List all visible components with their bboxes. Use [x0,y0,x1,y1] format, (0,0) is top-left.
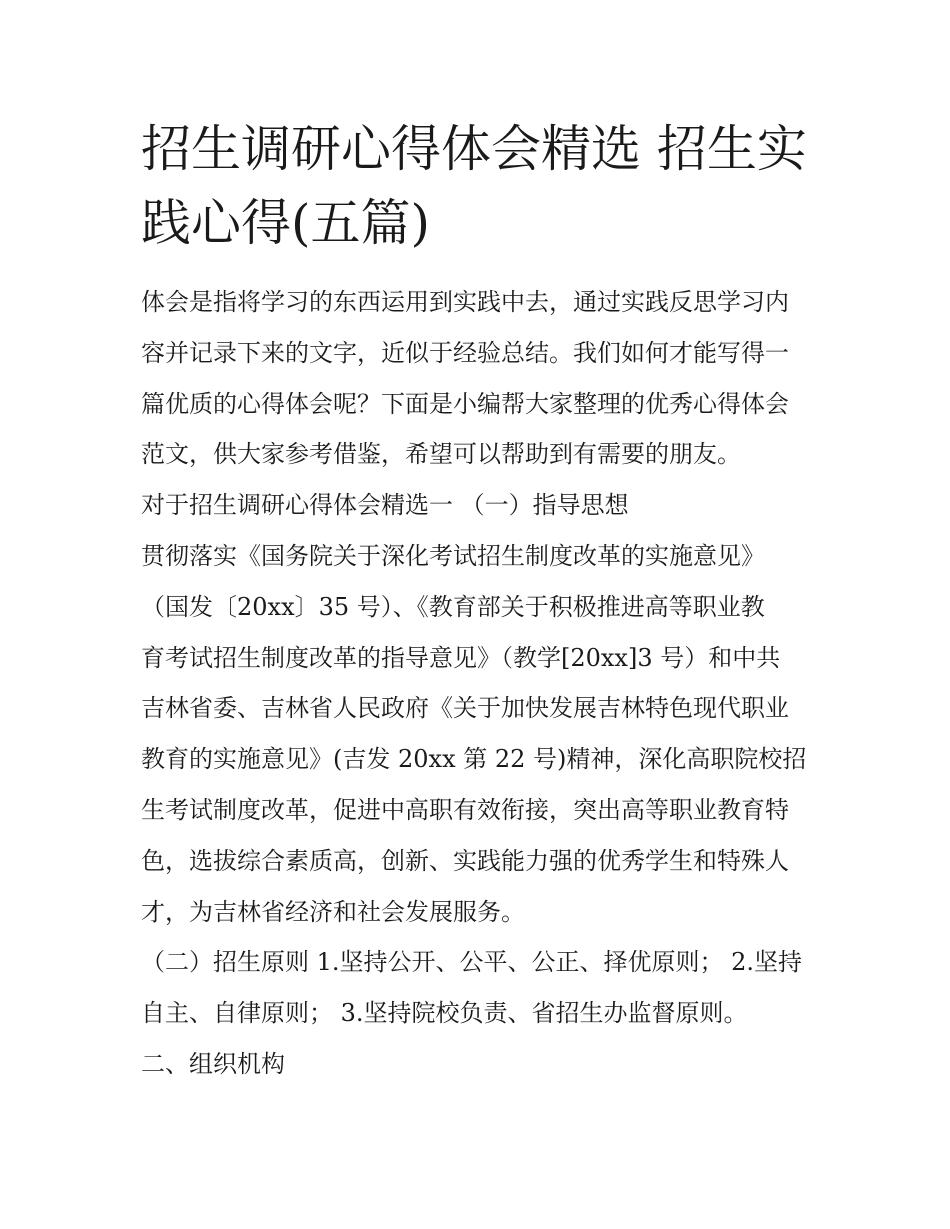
body-line: 贯彻落实《国务院关于深化考试招生制度改革的实施意见》 [141,541,765,570]
section-heading: 对于招生调研心得体会精选一 （一）指导思想 [141,491,629,520]
body-line: （二）招生原则 1.坚持公开、公平、公正、择优原则； 2.坚持 [141,948,803,977]
document-title [141,112,841,260]
body-line: 生考试制度改革，促进中高职有效衔接，突出高等职业教育特 [141,795,789,824]
title-line-1: 招生调研心得体会精选 招生实 [141,120,807,178]
title-line-2: 践心得(五篇) [141,194,431,252]
body-line: 容并记录下来的文字，近似于经验总结。我们如何才能写得一 [141,338,789,367]
body-line: 体会是指将学习的东西运用到实践中去，通过实践反思学习内 [141,288,789,316]
body-line: 范文，供大家参考借鉴，希望可以帮助到有需要的朋友。 [141,440,741,469]
document-body [141,277,841,1090]
body-line: 育考试招生制度改革的指导意见》（教学[20xx]3 号）和中共 [141,643,781,672]
body-line: 教育的实施意见》(吉发 20xx 第 22 号)精神，深化高职院校招 [141,745,807,774]
body-line: （国发〔20xx〕35 号）、《教育部关于积极推进高等职业教 [141,592,765,621]
body-line: 吉林省委、吉林省人民政府《关于加快发展吉林特色现代职业 [141,694,789,723]
section-heading: 二、组织机构 [141,1049,285,1078]
body-line: 自主、自律原则； 3.坚持院校负责、省招生办监督原则。 [141,999,748,1028]
body-line: 篇优质的心得体会呢？下面是小编帮大家整理的优秀心得体会 [141,389,789,418]
body-line: 色，选拔综合素质高，创新、实践能力强的优秀学生和特殊人 [141,846,789,875]
body-line: 才，为吉林省经济和社会发展服务。 [141,897,525,926]
